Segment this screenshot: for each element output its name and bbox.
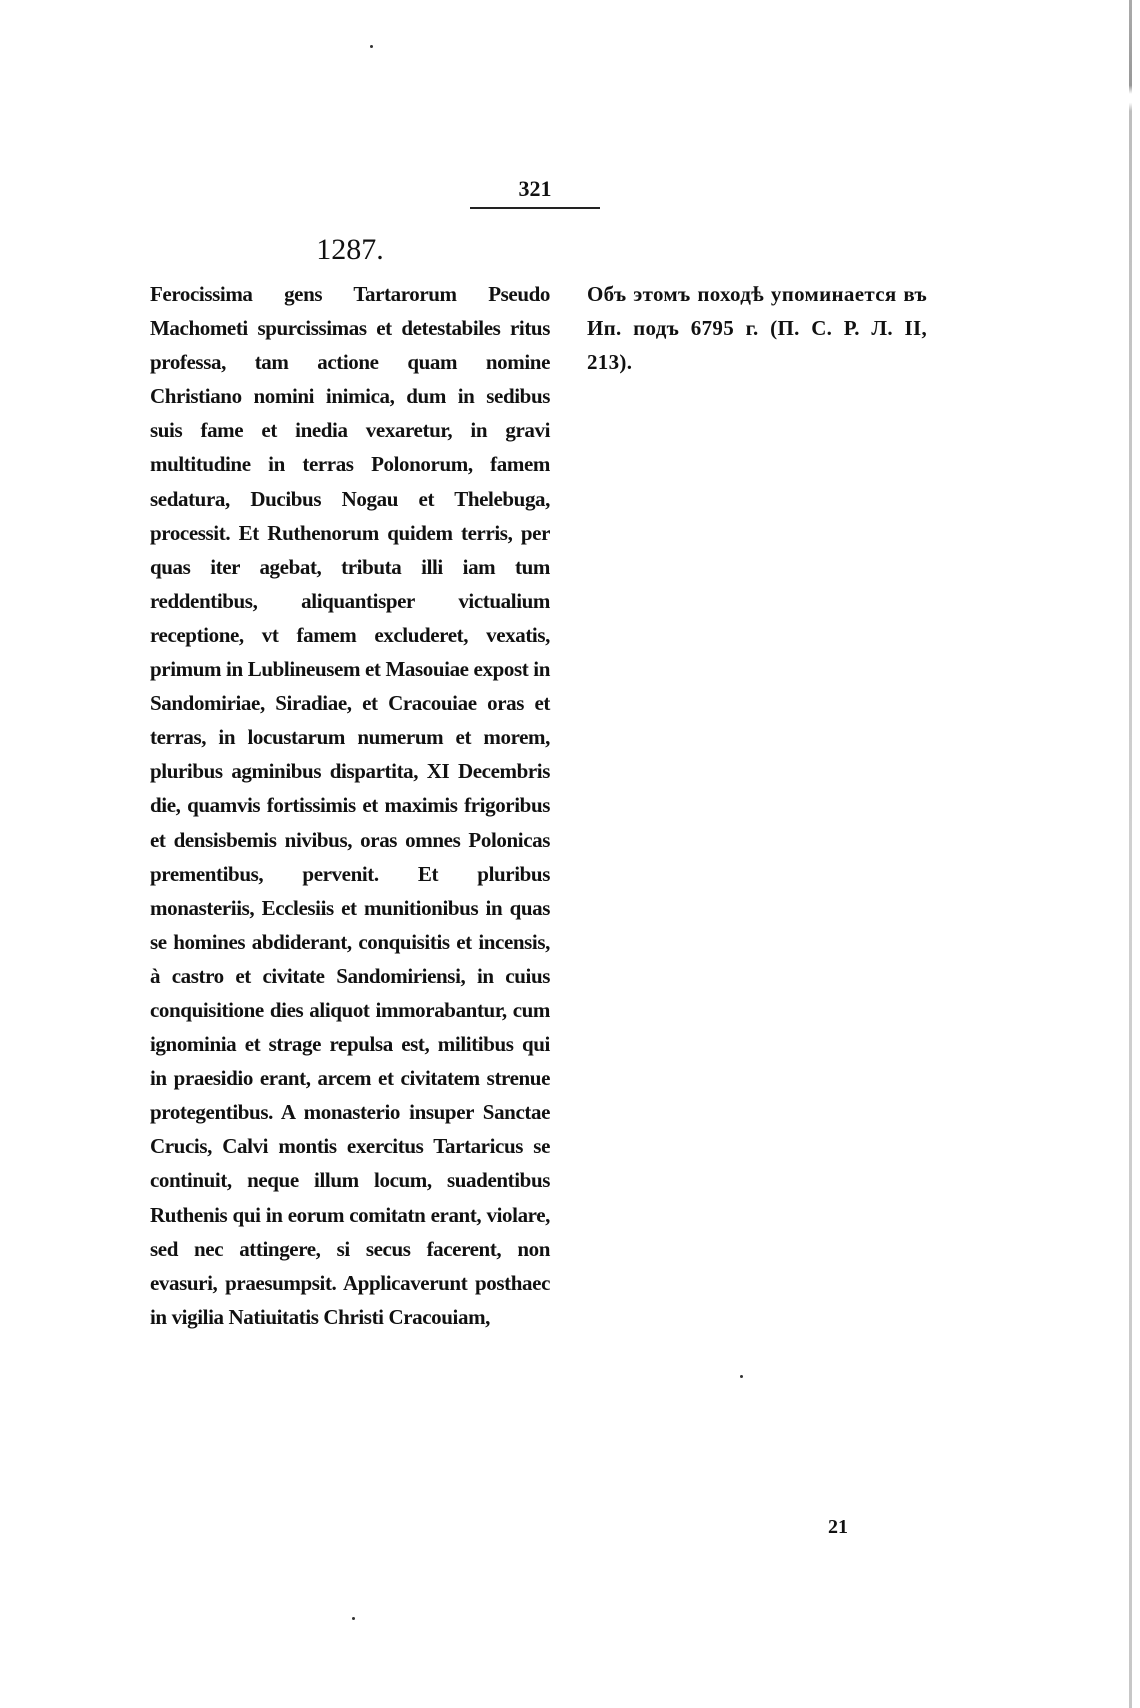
side-note-russian: Объ этомъ походѣ упоминается въ Ип. подъ 6795 г. (П. С. Р. Л. II, 213). (587, 282, 927, 375)
page-edge-shadow (1129, 0, 1132, 1708)
page-number: 321 (518, 176, 552, 201)
speck (740, 1375, 743, 1378)
speck (352, 1617, 355, 1620)
header-rule (470, 207, 600, 209)
signature-mark: 21 (828, 1516, 848, 1538)
year-heading: 1287. (316, 233, 384, 266)
speck (370, 45, 373, 48)
main-latin-text: Ferocissima gens Tartarorum Pseudo Machometi spurcissimas et detestabiles ritus professa, tam actione quam nomine Christiano nomini inimica, dum in sedibus suis fame et inedia vexaretur, in gravi multitudine in terras Polonorum, famem sedatura, Ducibus Nogau et Thelebuga, processit. Et Ruthenorum quidem terris, per quas iter agebat, tributa illi iam tum reddentibus, aliquantisper victualium receptione, vt famem excluderet, vexatis, primum in Lublineusem et Masouiae expost in Sandomiriae, Siradiae, et Cracouiae oras et terras, in locustarum numerum et morem, pluribus agminibus dispartita, XI Decembris die, quamvis fortissimis et maximis frigoribus et densisbemis nivibus, oras omnes Polonicas prementibus, pervenit. Et pluribus monasteriis, Ecclesiis et munitionibus in quas se homines abdiderant, conquisitis et incensis, à castro et civitate Sandomiriensi, in cuius conquisitione dies aliquot immorabantur, cum ignominia et strage repulsa est, militibus qui in praesidio erant, arcem et civitatem strenue protegentibus. A monasterio insuper Sanctae Crucis, Calvi montis exercitus Tartaricus se continuit, neque illum locum, suadentibus Ruthenis qui in eorum comitatn erant, violare, sed nec attingere, si secus facerent, non evasuri, praesumpsit. Applicaverunt posthaec in vigilia Natiuitatis Christi Cracouiam, (150, 282, 550, 1329)
